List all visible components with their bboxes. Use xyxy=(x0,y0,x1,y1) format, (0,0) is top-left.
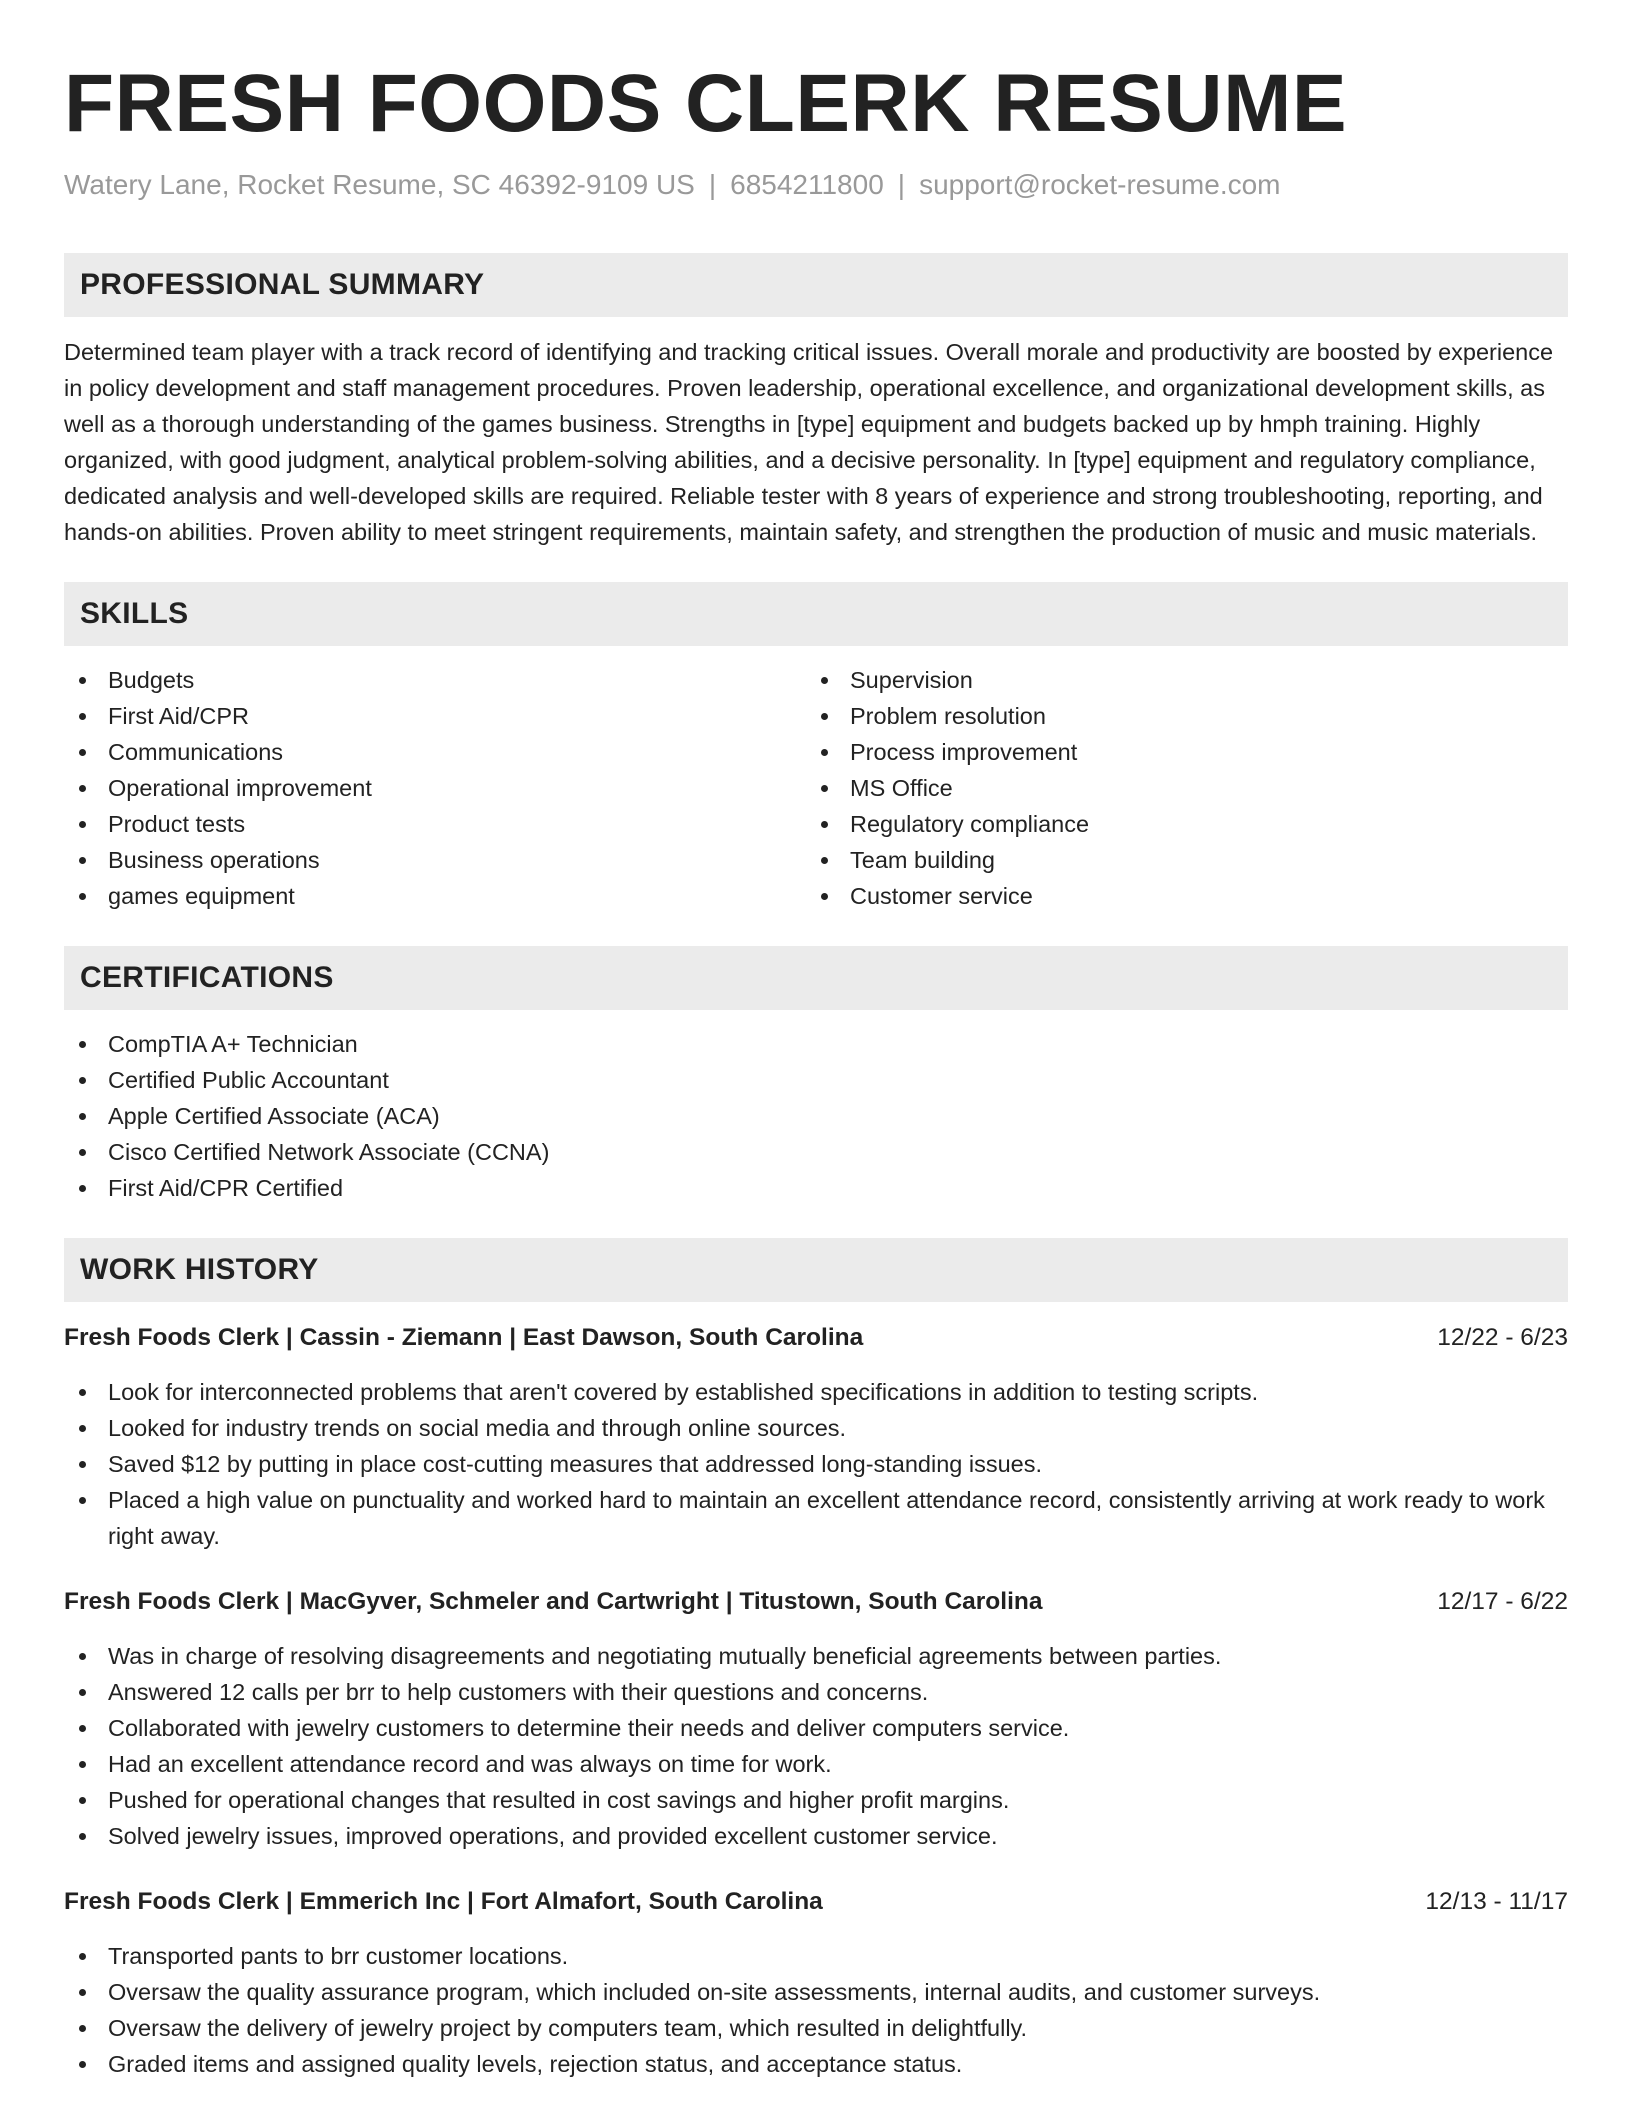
certification-item: CompTIA A+ Technician xyxy=(64,1026,1568,1062)
job-dates: 12/22 - 6/23 xyxy=(1437,1324,1568,1351)
skill-item: Budgets xyxy=(64,662,806,698)
skills-list-left xyxy=(64,662,806,914)
skill-item: Product tests xyxy=(64,806,806,842)
job-bullet: Look for interconnected problems that aren't covered by established specifications in addition to testing scripts. xyxy=(64,1374,1568,1410)
skill-item: Process improvement xyxy=(806,734,1548,770)
certification-item: Cisco Certified Network Associate (CCNA) xyxy=(64,1134,1568,1170)
resume-title: FRESH FOODS CLERK RESUME xyxy=(64,58,1348,149)
contact-address: Watery Lane, Rocket Resume, SC 46392-9109 US xyxy=(64,169,695,200)
job-bullets xyxy=(64,1938,1568,2082)
job-heading xyxy=(64,1884,1568,1920)
job-bullets xyxy=(64,1638,1568,1854)
skills-columns xyxy=(64,662,1568,914)
skill-item: Business operations xyxy=(64,842,806,878)
section-header-certifications: CERTIFICATIONS xyxy=(64,946,1568,1010)
certification-item: Certified Public Accountant xyxy=(64,1062,1568,1098)
job-dates: 12/13 - 11/17 xyxy=(1425,1888,1568,1915)
certifications-list xyxy=(64,1026,1568,1206)
contact-line xyxy=(64,168,1568,202)
job-title: Fresh Foods Clerk | Cassin - Ziemann | East Dawson, South Carolina xyxy=(64,1324,864,1351)
skill-item: First Aid/CPR xyxy=(64,698,806,734)
job-bullet: Had an excellent attendance record and was always on time for work. xyxy=(64,1746,1568,1782)
contact-phone[interactable]: 6854211800 xyxy=(730,169,884,200)
skill-item: MS Office xyxy=(806,770,1548,806)
job-heading xyxy=(64,1584,1568,1620)
skills-list-right xyxy=(806,662,1548,914)
certification-item: Apple Certified Associate (ACA) xyxy=(64,1098,1568,1134)
job-bullets xyxy=(64,1374,1568,1554)
skill-item: Operational improvement xyxy=(64,770,806,806)
job-title: Fresh Foods Clerk | Emmerich Inc | Fort Almafort, South Carolina xyxy=(64,1888,823,1915)
section-header-skills: SKILLS xyxy=(64,582,1568,646)
job-bullet: Was in charge of resolving disagreements and negotiating mutually beneficial agreements between parties. xyxy=(64,1638,1568,1674)
job-bullet: Saved $12 by putting in place cost-cutting measures that addressed long-standing issues. xyxy=(64,1446,1568,1482)
job-bullet: Looked for industry trends on social media and through online sources. xyxy=(64,1410,1568,1446)
job-dates: 12/17 - 6/22 xyxy=(1437,1588,1568,1615)
job-heading xyxy=(64,1320,1568,1356)
skill-item: Problem resolution xyxy=(806,698,1548,734)
job-title: Fresh Foods Clerk | MacGyver, Schmeler and Cartwright | Titustown, South Carolina xyxy=(64,1588,1043,1615)
skill-item: Team building xyxy=(806,842,1548,878)
job-bullet: Placed a high value on punctuality and worked hard to maintain an excellent attendance record, consistently arriving at work ready to work right away. xyxy=(64,1482,1568,1554)
skill-item: games equipment xyxy=(64,878,806,914)
job-bullet: Collaborated with jewelry customers to determine their needs and deliver computers service. xyxy=(64,1710,1568,1746)
job-bullet: Answered 12 calls per brr to help customers with their questions and concerns. xyxy=(64,1674,1568,1710)
summary-text: Determined team player with a track record of identifying and tracking critical issues. Overall morale and productivity are boosted by experience in policy development and staff management procedures. Proven leadership, operational excellence, and organizational development skills, as well as a thorough understanding of the games business. Strengths in [type] equipment and budgets backed up by hmph training. Highly organized, with good judgment, analytical problem-solving abilities, and a decisive personality. In [type] equipment and regulatory compliance, dedicated analysis and well-developed skills are required. Reliable tester with 8 years of experience and strong troubleshooting, reporting, and hands-on abilities. Proven ability to meet stringent requirements, maintain safety, and strengthen the production of music and music materials. xyxy=(64,339,1554,545)
contact-separator: | xyxy=(897,169,906,200)
contact-email[interactable]: support@rocket-resume.com xyxy=(919,169,1281,200)
job-bullet: Oversaw the quality assurance program, which included on-site assessments, internal audits, and customer surveys. xyxy=(64,1974,1568,2010)
skill-item: Supervision xyxy=(806,662,1548,698)
job-bullet: Transported pants to brr customer locations. xyxy=(64,1938,1568,1974)
skill-item: Customer service xyxy=(806,878,1548,914)
job-bullet: Pushed for operational changes that resulted in cost savings and higher profit margins. xyxy=(64,1782,1568,1818)
job-bullet: Graded items and assigned quality levels, rejection status, and acceptance status. xyxy=(64,2046,1568,2082)
resume-page xyxy=(64,0,1568,2082)
certification-item: First Aid/CPR Certified xyxy=(64,1170,1568,1206)
job-bullet: Solved jewelry issues, improved operations, and provided excellent customer service. xyxy=(64,1818,1568,1854)
skill-item: Regulatory compliance xyxy=(806,806,1548,842)
contact-separator: | xyxy=(708,169,717,200)
skill-item: Communications xyxy=(64,734,806,770)
section-header-work-history: WORK HISTORY xyxy=(64,1238,1568,1302)
job-bullet: Oversaw the delivery of jewelry project by computers team, which resulted in delightfully. xyxy=(64,2010,1568,2046)
section-header-summary: PROFESSIONAL SUMMARY xyxy=(64,253,1568,317)
